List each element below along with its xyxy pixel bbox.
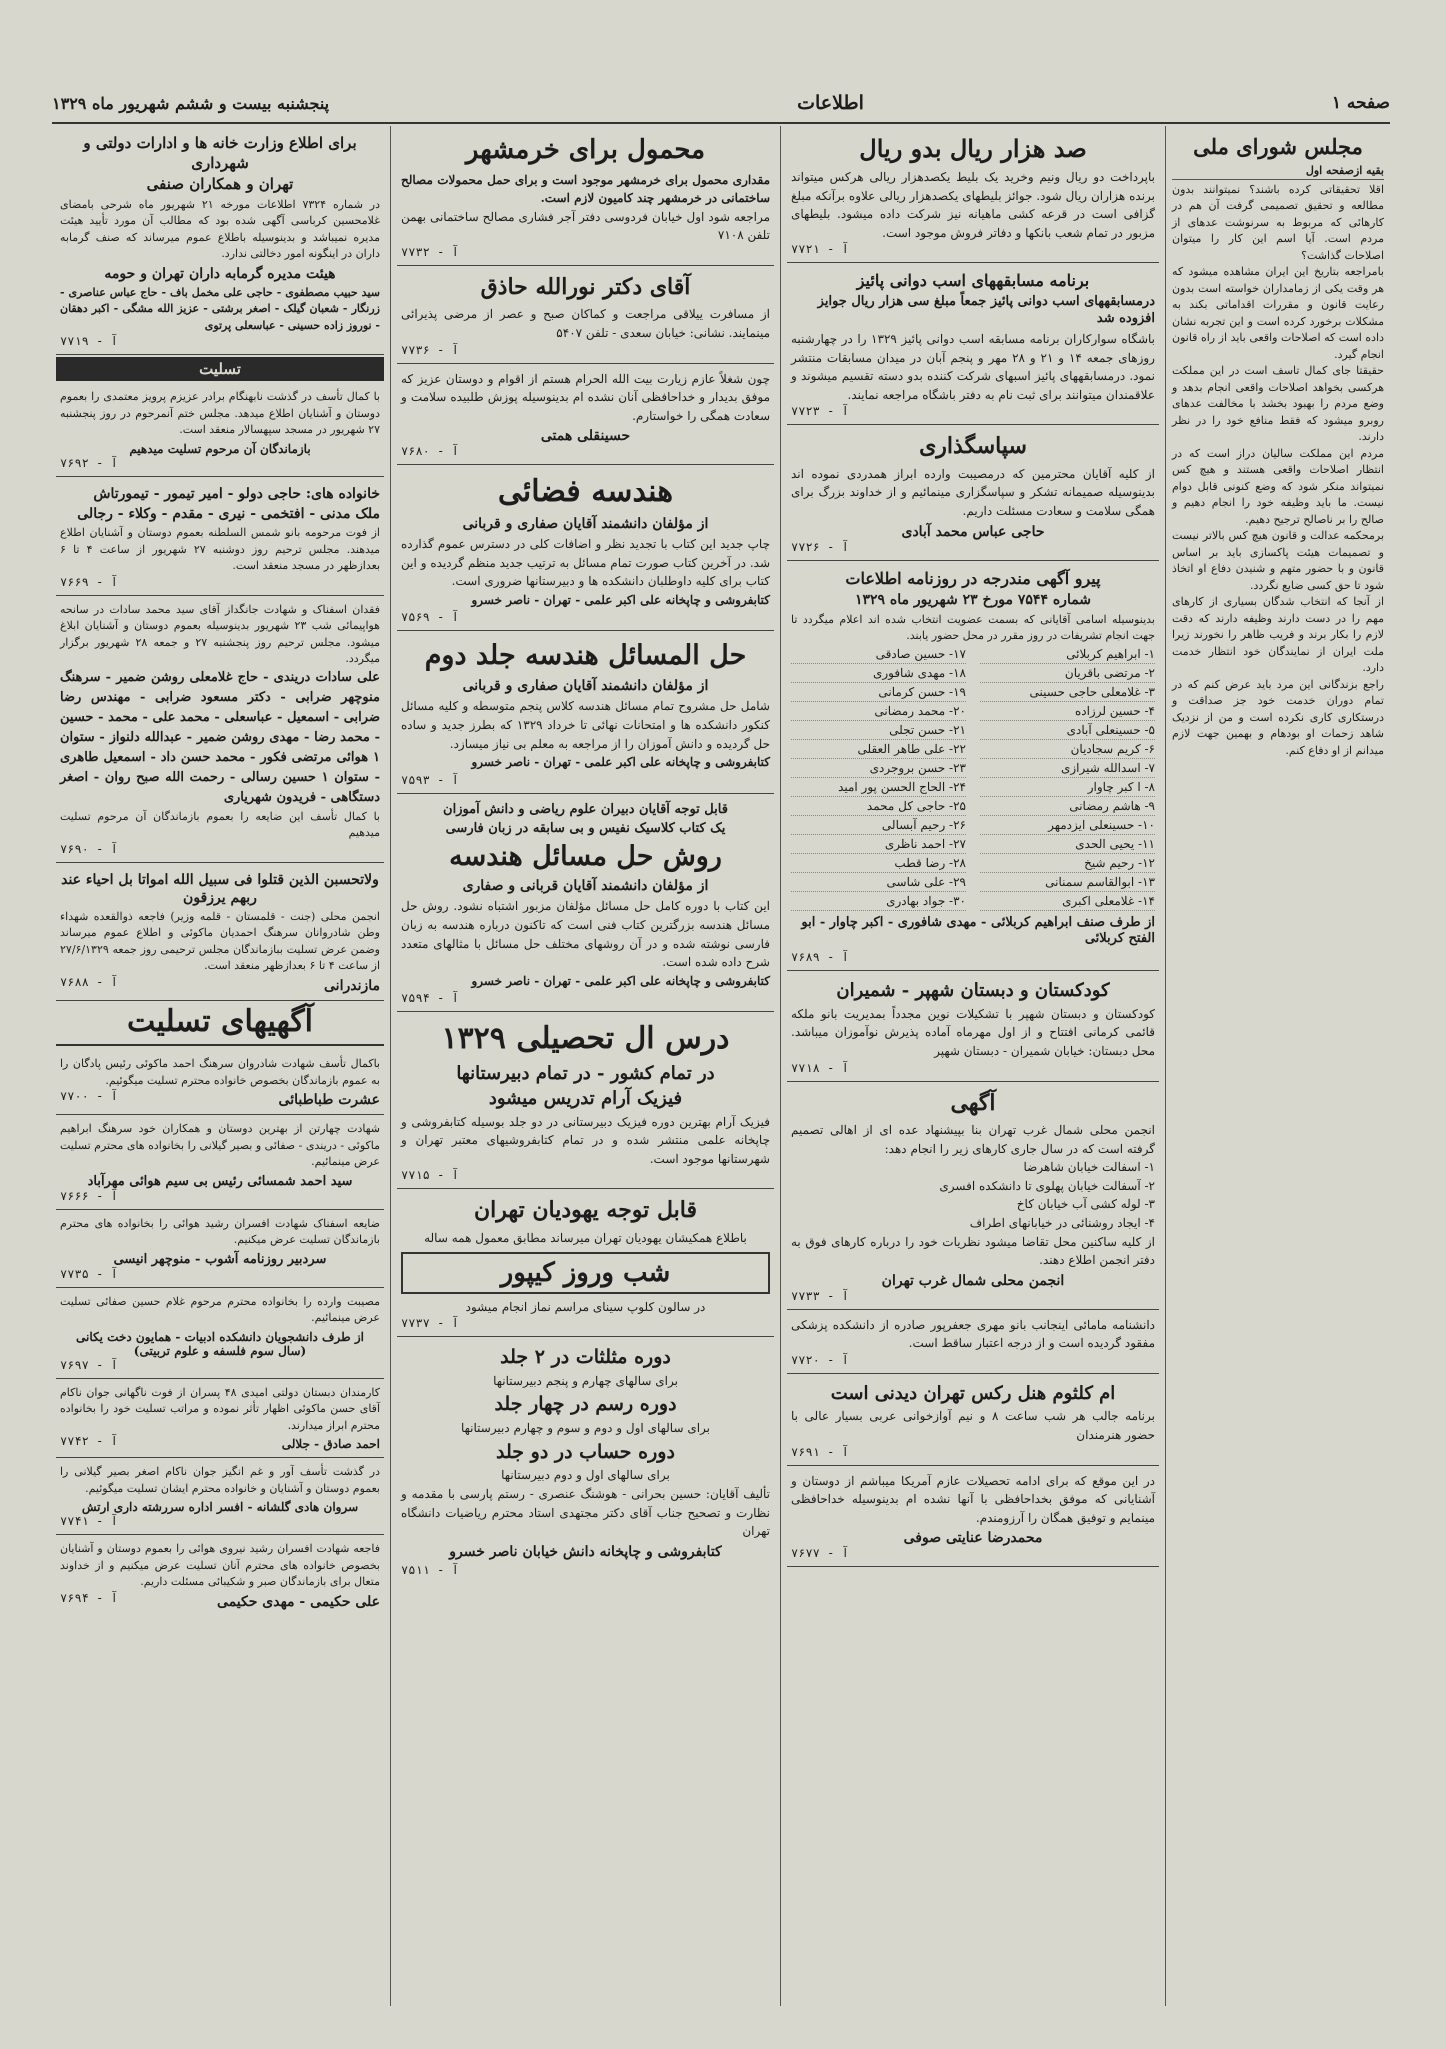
ad-condolence-10 bbox=[56, 1458, 384, 1535]
ad-title: ولاتحسبن الذین قتلوا فی سبیل الله امواتا بل احیاء عند ربهم یرزقون bbox=[61, 871, 379, 906]
page-number: صفحه ۱ bbox=[1331, 93, 1390, 113]
ad-subtitle: تهران و همکاران صنفی bbox=[146, 175, 294, 193]
name-entry: ۲۸- رضا قطب bbox=[791, 854, 966, 873]
ad-subtitle: برای سالهای چهارم و پنجم دبیرستانها bbox=[493, 1373, 678, 1388]
ad-title: آگهی bbox=[950, 1089, 996, 1116]
ad-body: کودکستان و دبستان شهپر با تشکیلات نوین مجدداً بمدیریت بانو ملکه قائمی کرمانی افتتاح و از اول مهرماه آماده پذیرش نوآموزان میباشد. محل دبستان: خیابان شمیران - دبستان شهپر bbox=[791, 1006, 1155, 1058]
column-parliament bbox=[1165, 126, 1390, 2006]
condolence-section-title: آگهیهای تسلیت bbox=[56, 1003, 384, 1047]
column-ads-3 bbox=[390, 126, 780, 2006]
ad-body: انجمن محلی (جنت - قلمستان - قلمه وزیر) فاجعه ذوالقعده شهداء وطن شادروانان سرهنگ احمدیان ماکوئی و اطلاع عموم میرساند وضمن عرض تسلیت ببازماندگان مجلس ترحیمی روز جمعه ۲۷/۶/۱۳۲۹ از ساعت ۴ تا ۶ بعدازظهر منعقد است. bbox=[60, 909, 380, 973]
ad-body: باپرداخت دو ریال ونیم وخرید یک بلیط یکصدهزار ریالی هرکس میتواند برنده هزاران ریال شود. جوائز بلیطهای یکصدهزار ریالی علاوه برآنکه مبلغ گزافی است در قرعه کشی ماهیانه نیز شرکت داده میشود. بلیطهای مزبور در تمام شعب بانکها و دفاتر فروش موجود است. bbox=[791, 170, 1155, 240]
ad-thanks bbox=[787, 425, 1159, 560]
ad-subtitle: در تمام کشور - در تمام دبیرستانها bbox=[456, 1062, 715, 1084]
ad-code: آ - ۷۵۹۳ bbox=[401, 772, 459, 787]
parliament-paragraph: مردم این مملکت سالیان دراز است که در انتظار اصلاحات واقعی هستند و هیچ کس نمیتواند منکر شود که وضع کنونی قابل دوام نیست. ما باید وظیفه خود را انجام دهیم و صالح را بر ناصالح ترجیح دهیم. bbox=[1172, 446, 1384, 526]
ad-code: آ - ۷۷۲۳ bbox=[791, 404, 849, 419]
ad-body: بدینوسیله اسامی آقایانی که بسمت عضویت انتخاب شده اند اعلام میگردد تا جهت انجام تشریفات در روز مقرر در محل حضور یابند. bbox=[791, 612, 1155, 643]
ad-code: آ - ۷۶۹۲ bbox=[60, 455, 118, 470]
ad-title: دوره حساب در دو جلد bbox=[496, 1440, 675, 1463]
ad-signature: محمدرضا عنایتی صوفی bbox=[903, 1530, 1043, 1547]
ad-footer-row bbox=[60, 1591, 380, 1610]
ad-body: مراجعه شود اول خیابان فردوسی دفتر آجر فشاری مصالح ساختمانی بهمن تلفن ۷۱۰۸ bbox=[401, 209, 770, 243]
ad-title: قابل توجه یهودیان تهران bbox=[474, 1197, 697, 1224]
ad-code: آ - ۷۷۱۸ bbox=[791, 1060, 849, 1075]
ad-code: آ - ۷۶۷۷ bbox=[791, 1546, 849, 1561]
ad-code: آ - ۷۶۶۶ bbox=[60, 1188, 118, 1203]
ad-body: برنامه جالب هر شب ساعت ۸ و نیم آوازخوانی عربی بسیار عالی با حضور هنرمندان bbox=[791, 1409, 1155, 1442]
ad-body: این کتاب با دوره کامل حل مسائل مؤلفان مزبور اشتباه نشود. روش حل مسائل هندسه بزرگترین کتاب فنی است که تاکنون درباره هندسه به زبان فارسی نوشته شده و در آن روشهای مختلف حل مسائل با مثالهای متعدد شرح داده شده است. bbox=[401, 899, 770, 970]
ad-title: خانواده های: حاجی دولو - امیر تیمور - تیمورتاش bbox=[93, 485, 380, 502]
ad-title: هندسه فضائی bbox=[497, 474, 674, 510]
ad-horse-race bbox=[787, 263, 1159, 425]
name-entry: ۲- مرتضی باقریان bbox=[980, 664, 1155, 683]
ad-names: سید حبیب مصطفوی - حاجی علی مخمل باف - حاج عباس عناصری - زرنگار - شعبان گیلک - اصغر برشتی - عزیز الله مشگی - اکبر دهقان - نوروز زاده حسینی - عباسعلی پرتوی bbox=[60, 285, 380, 332]
ad-signature: سید احمد شمسائی رئیس بی سیم هوائی مهرآباد bbox=[87, 1173, 353, 1189]
ad-condolence-8 bbox=[56, 1288, 384, 1379]
ad-condolence-1 bbox=[56, 383, 384, 477]
ad-title: برنامه مسابقههای اسب دوانی پائیز bbox=[856, 271, 1090, 291]
ad-footer-row bbox=[60, 1434, 380, 1451]
columns bbox=[50, 126, 1390, 2006]
paper-name: اطلاعات bbox=[797, 92, 864, 114]
ad-signature: هیئت مدیره گرمابه داران تهران و حومه bbox=[104, 265, 336, 282]
ad-title: دوره رسم در چهار جلد bbox=[494, 1393, 677, 1416]
ad-title: کودکستان و دبستان شهپر - شمیران bbox=[836, 980, 1110, 1002]
name-entry: ۱۱- یحیی الحدی bbox=[980, 835, 1155, 854]
ad-code: آ - ۷۶۸۹ bbox=[791, 950, 849, 965]
notice-item: ۳- لوله کشی آب خیابان کاخ bbox=[1016, 1197, 1155, 1212]
ad-body: از فوت مرحومه بانو شمس السلطنه بعموم دوستان و آشنایان اطلاع میدهند. مجلس ترحیم روز دوشنبه ۲۷ شهریور از ساعت ۴ تا ۶ بعدازظهر در مسجد منعقد است. bbox=[60, 526, 380, 573]
parliament-title: مجلس شورای ملی bbox=[1193, 134, 1363, 159]
ad-title: روش حل مسائل هندسه bbox=[449, 840, 722, 872]
ad-body: باطلاع همکیشان یهودیان تهران میرساند مطابق معمول همه ساله bbox=[424, 1230, 747, 1245]
name-entry: ۳۰- جواد بهادری bbox=[791, 892, 966, 911]
ad-code: آ - ۷۵۹۴ bbox=[401, 991, 459, 1006]
ad-signature: مازندرانی bbox=[324, 977, 380, 994]
ad-condolence-9 bbox=[56, 1379, 384, 1459]
ad-code: آ - ۷۷۳۷ bbox=[401, 1316, 459, 1331]
notice-item: ۲- آسفالت خیابان پهلوی تا دانشکده افسری bbox=[939, 1178, 1155, 1193]
ad-body: از کلیه آقایان محترمین که درمصیبت وارده ابراز همدردی نموده اند بدینوسیله صمیمانه تشکر و سپاسگزاری مینمائیم و از خداوند بزرگ برای همگی سلامت و سعادت مسئلت داریم. bbox=[791, 466, 1155, 519]
ad-farewell bbox=[787, 1466, 1159, 1568]
parliament-paragraph: از آنجا که انتخاب شدگان بسیاری از کارهای مهم را در دست دارند وظیفه دارند که دقت لازم را بکار برند و فریب ظاهر را نخورند زیرا ملت ایران از نمایندگان خود انتظار خدمت دارد. bbox=[1172, 595, 1384, 675]
ad-publisher: کتابفروشی و چاپخانه علی اکبر علمی - تهران - ناصر خسرو bbox=[471, 755, 770, 770]
name-entry: ۲۲- علی طاهر العقلی bbox=[791, 740, 966, 759]
ad-signature: بازماندگان آن مرحوم تسلیت میدهیم bbox=[129, 441, 311, 456]
ad-title: دوره مثلثات در ۲ جلد bbox=[500, 1346, 671, 1369]
ad-subtitle: برای سالهای اول و دوم و سوم و چهارم دبیرستانها bbox=[460, 1421, 711, 1436]
ad-condolence-4 bbox=[56, 863, 384, 1001]
name-entry: ۱۹- حسن کرمانی bbox=[791, 683, 966, 702]
ad-title: آقای دکتر نورالله حاذق bbox=[480, 273, 691, 300]
ad-code: آ - ۷۷۳۵ bbox=[60, 1266, 118, 1281]
ad-code: آ - ۷۶۹۱ bbox=[791, 1444, 849, 1459]
ad-code: آ - ۷۶۶۹ bbox=[60, 574, 118, 589]
condolence-banner: تسلیت bbox=[56, 357, 384, 381]
ad-condolence-7 bbox=[56, 1210, 384, 1288]
ad-body: در شماره ۷۳۲۴ اطلاعات مورخه ۲۱ شهریور ماه شرحی بامضای غلامحسین کرباسی آگهی شده بود که مطالب آن مورد تأیید هیئت مدیره نمیباشد و بدینوسیله باطلاع عموم میرساند که صنف گرمابه داران در اینگونه امور دخالتی ندارد. bbox=[60, 197, 380, 260]
name-entry: ۲۹- علی شاسی bbox=[791, 873, 966, 892]
ad-umm-kulthum bbox=[787, 1374, 1159, 1466]
ad-code: آ - ۷۷۴۲ bbox=[60, 1434, 118, 1449]
ad-condolence-5 bbox=[56, 1050, 384, 1115]
name-entry: ۲۶- رحیم آبسالی bbox=[791, 816, 966, 835]
parliament-paragraph: اقلا تحقیقاتی کرده باشند؟ نمیتوانند بدون مطالعه و تحقیق تصمیمی گرفت آن هم در کارهائی که مربوط به سرنوشت عدهای از مردم است. آیا اسم این کار را میتوان اصلاحات گذاشت؟ bbox=[1172, 182, 1384, 262]
ad-condolence-3 bbox=[56, 596, 384, 863]
ad-signature: حسینقلی همتی bbox=[540, 428, 631, 445]
ad-kicker: قابل توجه آقایان دبیران علوم ریاضی و دانش آموزان bbox=[443, 801, 728, 817]
ad-signature: از طرف دانشجویان دانشکده ادبیات - همایون دخت یکانی (سال سوم فلسفه و علوم تربیتی) bbox=[76, 1329, 364, 1358]
ad-publisher: کتابفروشی و چاپخانه علی اکبر علمی - تهران - ناصر خسرو bbox=[471, 973, 770, 988]
ad-bathhouse bbox=[56, 126, 384, 355]
ad-body: چون شغلاً عازم زیارت بیت الله الحرام هستم از اقوام و دوستان عزیز که موفق بدیدار و خداحافظی آنان نشده ام بدینوسیله پوزش طلبیده سلامت و سعادت همگی را خواستارم. bbox=[401, 371, 770, 423]
ad-condolence-2 bbox=[56, 477, 384, 596]
name-entry: ۱۳- ابوالقاسم سمنانی bbox=[980, 873, 1155, 892]
name-entry: ۲۵- حاجی کل محمد bbox=[791, 797, 966, 816]
ad-title: درس ال تحصیلی ۱۳۲۹ bbox=[441, 1021, 730, 1057]
ad-publisher: کتابفروشی و چاپخانه علی اکبر علمی - تهران - ناصر خسرو bbox=[471, 592, 770, 607]
ad-lottery bbox=[787, 126, 1159, 263]
name-entry: ۱۷- حسین صادقی bbox=[791, 645, 966, 664]
ad-authors: از مؤلفان دانشمند آقایان قربانی و صفاری bbox=[462, 878, 709, 895]
ad-body: چاپ جدید این کتاب با تجدید نظر و اضافات کلی در دسترس عموم گذارده شد. در آخرین کتاب صورت تمام مسائل به ترتیب جدید منظم گردیده و این کتاب برای کلیه داوطلبان دانشکده ها و دبیرستانها ضروری است. bbox=[401, 537, 770, 589]
ad-title: برای اطلاع وزارت خانه ها و ادارات دولتی و شهرداری bbox=[83, 134, 357, 172]
ad-publisher: کتابفروشی و چاپخانه دانش خیابان ناصر خسرو bbox=[449, 1543, 722, 1560]
ad-condolence-11 bbox=[56, 1535, 384, 1616]
ad-code: آ - ۷۷۳۶ bbox=[401, 342, 459, 357]
ad-body: در سالون کلوپ سینای مراسم نماز انجام میشود bbox=[465, 1299, 706, 1314]
ad-body: از مسافرت ییلاقی مراجعت و کماکان صبح و عصر از مرضی پذیرائی مینمایند. نشانی: خیابان سعدی - تلفن ۵۴۰۷ bbox=[401, 307, 770, 340]
ad-body: کارمندان دبستان دولتی امیدی ۴۸ پسران از فوت ناگهانی جوان ناکام آقای حسن ماکوئی اظهار تأثر نموده و مراتب تسلیت خود را بخانواده محترم ابراز میدارند. bbox=[60, 1385, 381, 1432]
masthead bbox=[52, 84, 1390, 122]
ad-body: با کمال تأسف در گذشت نابهنگام برادر عزیزم پرویز معتمدی را بعموم دوستان و آشنایان اطلاع میدهد. مجلس ختم آنمرحوم در روز پنجشنبه ۲۷ شهریور در مسجد سپهسالار منعقد است. bbox=[60, 390, 380, 437]
ad-code: آ - ۷۷۳۲ bbox=[401, 244, 459, 259]
notice-item: ۱- اسفالت خیابان شاهرضا bbox=[1023, 1160, 1155, 1175]
ad-body: ضایعه اسفناک شهادت افسران رشید هوائی را بخانواده های محترم بازماندگان تسلیت عرض میکنیم. bbox=[60, 1216, 380, 1247]
ad-body: در گذشت تأسف آور و غم انگیز جوان ناکام اصغر بصیر گیلانی را بعموم دوستان و آشنایان و خانواده محترم ایشان تسلیت میگوئیم. bbox=[60, 1465, 380, 1495]
ad-kicker: یک کتاب کلاسیک نفیس و بی سابقه در زبان فارسی bbox=[445, 820, 726, 836]
ad-code: آ - ۷۷۲۱ bbox=[791, 242, 849, 257]
name-entry: ۹- هاشم رمضانی bbox=[980, 797, 1155, 816]
ad-body: از کلیه ساکنین محل تقاضا میشود نظریات خود را درباره کارهای فوق به دفتر انجمن اطلاع دهند. bbox=[791, 1234, 1155, 1268]
ad-code: آ - ۷۶۹۴ bbox=[60, 1590, 118, 1605]
ad-authors: از مؤلفان دانشمند آقایان صفاری و قربانی bbox=[462, 515, 709, 532]
parliament-paragraph: برمحکمه عدالت و قانون هیچ کس بالاتر نیست و تصمیمات هیئت پاکسازی باید بر اساس قانون و با حضور متهم و شنیدن دفاع او اتخاذ شود تا حق کسی ضایع نگردد. bbox=[1172, 529, 1384, 592]
ad-body: در این موقع که برای ادامه تحصیلات عازم آمریکا میباشم از دوستان و آشنایانی که موفق بخداحافظی با آنها نشده ام بدینوسیله خداحافظی مینمایم و توفیق همگان را آرزومندم. bbox=[791, 1473, 1155, 1525]
ad-doctor bbox=[397, 266, 774, 364]
ad-kippur bbox=[397, 1189, 774, 1337]
ad-body: باکمال تأسف شهادت شادروان سرهنگ احمد ماکوئی رئیس پادگان را به عموم بازماندگان بخصوص خانواده محترم تسلیت میگوئیم. bbox=[60, 1057, 380, 1087]
ad-footer-row bbox=[60, 975, 380, 994]
ad-kindergarten bbox=[787, 971, 1159, 1081]
ad-body: دانشنامه مامائی اینجانب بانو مهری جعفرپور صادره از دانشکده پزشکی مفقود گردیده است و از درجه اعتبار ساقط است. bbox=[791, 1317, 1155, 1351]
ad-signature: حاجی عباس محمد آبادی bbox=[901, 523, 1045, 540]
ad-condolence-6 bbox=[56, 1115, 384, 1210]
ad-signature: احمد صادق - جلالی bbox=[281, 1437, 380, 1452]
ad-body: شامل حل مشروح تمام مسائل هندسه کلاس پنجم متوسطه و کلیه مسائل کنکور دانشکده ها و امتحانات نهائی تا خرداد ۱۳۲۹ که بطرز جدید و ساده حل گردیده و دانش آموزان را از مراجعه به معلم بی نیاز میسازد. bbox=[401, 699, 770, 751]
ad-subtitle: فیزیک آرام تدریس میشود bbox=[488, 1088, 683, 1110]
parliament-subtitle: بقیه ازصفحه اول bbox=[1172, 164, 1384, 179]
name-entry: ۵- حسینعلی آبادی bbox=[980, 721, 1155, 740]
ad-solid-geometry bbox=[397, 465, 774, 631]
ad-pilgrimage bbox=[397, 364, 774, 466]
ad-subtitle: برای سالهای اول و دوم دبیرستانها bbox=[501, 1468, 670, 1483]
ad-body: مصیبت وارده را بخانواده محترم مرحوم غلام حسین صفائی تسلیت عرض مینمائیم. bbox=[60, 1294, 380, 1325]
ad-subtitle: شماره ۷۵۴۴ مورخ ۲۳ شهریور ماه ۱۳۲۹ bbox=[854, 592, 1092, 609]
ad-title: پیرو آگهی مندرجه در روزنامه اطلاعات bbox=[845, 568, 1101, 588]
ad-textbooks bbox=[397, 1337, 774, 1583]
name-entry: ۱۰- حسینعلی ایزدمهر bbox=[980, 816, 1155, 835]
name-entry: ۱۸- مهدی شافوری bbox=[791, 664, 966, 683]
ad-physics bbox=[397, 1012, 774, 1189]
ad-authors: از مؤلفان دانشمند آقایان صفاری و قربانی bbox=[462, 678, 709, 695]
ad-geometry-method bbox=[397, 794, 774, 1013]
ad-signature: علی حکیمی - مهدی حکیمی bbox=[217, 1593, 380, 1610]
ad-footer: از طرف صنف ابراهیم کربلائی - مهدی شافوری - اکبر چاوار - ابو الفتح کربلائی bbox=[801, 914, 1155, 947]
ad-body: فاجعه شهادت افسران رشید نیروی هوائی را بعموم دوستان و آشنایان بخصوص خانواده های محترم آنان تسلیت عرض میکنیم و از خداوند متعال برای بازماندگان صبر و شکیبائی مسئلت داریم. bbox=[60, 1542, 380, 1589]
ad-body: فقدان اسفناک و شهادت جانگداز آقای سید محمد سادات در سانحه هواپیمائی شب ۲۳ شهریور بدینوسیله بعموم دوستان و آشنایان ابلاغ میشود. مجلس ترحیم روز پنجشنبه ۲۷ و جمعه ۲۸ شهریور برگزار میگردد. bbox=[60, 602, 380, 666]
ad-signature: سردبیر روزنامه آشوب - منوچهر انیسی bbox=[113, 1251, 327, 1267]
parliament-paragraph: بامراجعه بتاریخ این ایران مشاهده میشود که هر وقت یکی از زمامداران خواسته است بدون رعایت قانون و مقررات اقداماتی بکند به مشکلات برخورد کرده است و این تجربه نشان داده است که اصلاحات واقعی باید از راه قانون انجام گیرد. bbox=[1172, 265, 1384, 361]
name-entry: ۲۳- حسن بروجردی bbox=[791, 759, 966, 778]
name-entry: ۲۱- حسن تجلی bbox=[791, 721, 966, 740]
ad-title: محمول برای خرمشهر bbox=[465, 135, 706, 165]
ad-code: آ - ۷۷۱۵ bbox=[401, 1168, 459, 1183]
name-entry: ۷- اسدالله شیرازی bbox=[980, 759, 1155, 778]
ad-footer-row bbox=[60, 1089, 380, 1108]
name-entry: ۲۰- محمد رمضانی bbox=[791, 702, 966, 721]
ad-subtitle: درمسابقههای اسب دوانی پائیز جمعاً مبلغ سی هزار ریال جوایز افزوده شد bbox=[817, 294, 1155, 327]
names-grid bbox=[791, 645, 1155, 911]
ad-code: آ - ۷۶۸۰ bbox=[401, 444, 459, 459]
ad-signature: عشرت طباطبائی bbox=[278, 1092, 380, 1109]
ad-geometry-solutions bbox=[397, 631, 774, 793]
name-entry: ۱۲- رحیم شیخ bbox=[980, 854, 1155, 873]
notice-item: ۴- ایجاد روشنائی در خیابانهای اطراف bbox=[969, 1216, 1155, 1231]
name-entry: ۲۷- احمد ناظری bbox=[791, 835, 966, 854]
masthead-rule bbox=[52, 122, 1390, 124]
ad-code: آ - ۷۶۸۸ bbox=[60, 974, 118, 989]
parliament-paragraph: حقیقتا جای کمال تاسف است در این مملکت هرکسی بخواهد اصلاحات واقعی انجام بدهد و وضع مردم را بهبود بخشد با مخالفت عدهای روبرو میشود که فقط منافع خود را در نظر دارند. bbox=[1172, 364, 1384, 444]
ad-members-list bbox=[787, 561, 1159, 972]
ad-title: حل المسائل هندسه جلد دوم bbox=[424, 640, 747, 672]
ad-title: صد هزار ریال بدو ریال bbox=[859, 134, 1087, 163]
ad-code: آ - ۷۷۰۰ bbox=[60, 1089, 118, 1104]
ad-body: انجمن محلی شمال غرب تهران بنا بپیشنهاد عده ای از اهالی تصمیم گرفته است که در سال جاری کارهای زیر را انجام دهد: bbox=[791, 1123, 1155, 1156]
ad-names: علی سادات دریندی - حاج غلامعلی روشن ضمیر - سرهنگ منوچهر ضرابی - دکتر مسعود ضرابی - مهندس رضا ضرابی - اسمعیل - عباسعلی - محمد علی - محمد - حسین - محمد رضا - مهدی روشن ضمیر - عبدالله دلنواز - ستوان ۱ هوائی مرتضی فکور - محمد حسن داد - اسمعیل طاهری - ستوان ۱ حسین رسالی - رحمت الله صبح روان - اصغر دستگاهی - فریدون شهریاری bbox=[60, 669, 380, 806]
name-entry: ۱۴- غلامعلی اکبری bbox=[980, 892, 1155, 911]
kippur-banner: شب وروز کیپور bbox=[401, 1252, 770, 1294]
ad-signature: با کمال تأسف این ضایعه را بعموم بازماندگان آن مرحوم تسلیت میدهیم bbox=[60, 809, 380, 840]
name-entry: ۳- غلامعلی حاجی حسینی bbox=[980, 683, 1155, 702]
name-entry: ۱- ابراهیم کربلائی bbox=[980, 645, 1155, 664]
ad-code: آ - ۷۵۶۹ bbox=[401, 610, 459, 625]
ad-signature: انجمن محلی شمال غرب تهران bbox=[881, 1272, 1065, 1289]
ad-body: تألیف آقایان: حسین بحرانی - هوشنگ عنصری - رستم پارسی با مقدمه و نظارت و تصحیح جناب آقای دکتر مجتهدی استاد محترم ریاضیات دانشگاه تهران bbox=[401, 1487, 770, 1539]
ad-notice bbox=[787, 1082, 1159, 1310]
ad-code: آ - ۷۷۴۱ bbox=[60, 1514, 118, 1529]
ad-code: آ - ۷۷۳۳ bbox=[791, 1288, 849, 1303]
name-entry: ۲۴- الحاج الحسن پور امید bbox=[791, 778, 966, 797]
ad-code: آ - ۷۵۱۱ bbox=[401, 1562, 459, 1577]
ad-body: مقداری محمول برای خرمشهر موجود است و برای حمل محمولات مصالح ساختمانی در خرمشهر چند کامیون لازم است. bbox=[401, 172, 770, 206]
issue-date: پنجشنبه بیست و ششم شهریور ماه ۱۳۲۹ bbox=[52, 93, 330, 113]
ad-code: آ - ۷۷۱۹ bbox=[60, 334, 118, 349]
ad-code: آ - ۷۶۹۰ bbox=[60, 841, 118, 856]
ad-title: سپاسگذاری bbox=[919, 433, 1027, 460]
name-entry: ۸- ا کبر چاوار bbox=[980, 778, 1155, 797]
ad-body: شهادت چهارتن از بهترین دوستان و همکاران خود سرهنگ ابراهیم ماکوئی - دریندی - صفائی و بصیر گیلانی را بخانواده های محترم تسلیت عرض مینمائیم. bbox=[60, 1122, 380, 1169]
ad-body: فیزیک آرام بهترین دوره فیزیک دبیرستانی در دو جلد بوسیله کتابفروشی و چاپخانه علمی منتشر شده و در تمام کتابفروشیهای معتبر تهران و شهرستانها موجود است. bbox=[401, 1114, 770, 1166]
ad-body: باشگاه سوارکاران برنامه مسابقه اسب دوانی پائیز ۱۳۲۹ را در چهارشنبه روزهای جمعه ۱۴ و ۲۱ و ۲۸ مهر و پنجم آبان در میدان مسابقات منتشر نمود. درمسابقههای پائیز اسبهای شرکت کننده بدو دسته تقسیم میشوند و علاقمندان میتوانند برای ثبت نام به دفتر باشگاه مراجعه نمایند. bbox=[791, 331, 1155, 402]
ad-lost-diploma bbox=[787, 1310, 1159, 1374]
name-entry: ۴- حسین لرزاده bbox=[980, 702, 1155, 721]
ad-signature: سروان هادی گلشانه - افسر اداره سررشته داری ارتش bbox=[81, 1500, 359, 1515]
ad-code: آ - ۷۷۲۶ bbox=[791, 539, 849, 554]
parliament-paragraph: راجع بزندگانی این مرد باید عرض کنم که در تمام دوران خدمت خود جز صداقت و درستکاری کاری نکرده است و من از نزدیک شاهد زحمات او بودهام و بهمین جهت لازم میدانم از او دفاع کنم. bbox=[1172, 677, 1384, 757]
ad-title: ام کلثوم هنل رکس تهران دیدنی است bbox=[830, 1382, 1116, 1404]
ad-code: آ - ۷۶۹۷ bbox=[60, 1357, 118, 1372]
column-ads-2 bbox=[780, 126, 1165, 2006]
ad-cargo bbox=[397, 126, 774, 266]
column-condolences bbox=[50, 126, 390, 2006]
ad-subtitle: ملک مدنی - افتخمی - نیری - مقدم - وکلاء - رجالی bbox=[77, 505, 380, 522]
ad-code: آ - ۷۷۲۰ bbox=[791, 1352, 849, 1367]
name-entry: ۶- کریم سجادیان bbox=[980, 740, 1155, 759]
